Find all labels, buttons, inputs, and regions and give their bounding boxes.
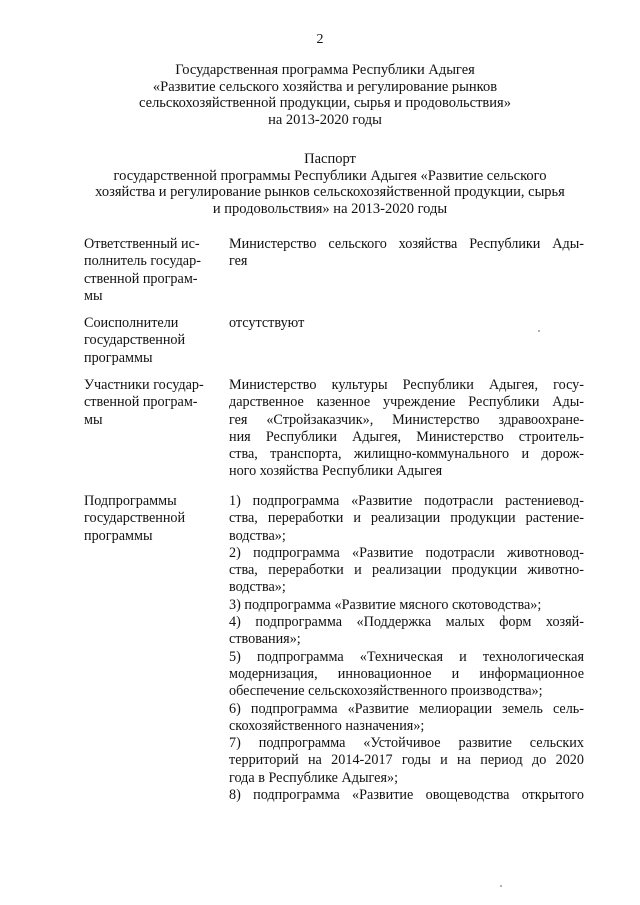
value-line: 5) подпрограмма «Техническая и технологическая [229,648,584,665]
value-line: 2) подпрограмма «Развитие подотрасли животновод- [229,544,584,561]
value-line: ния Республики Адыгея, Министерство строитель- [229,428,584,445]
value-line: ствования»; [229,631,301,648]
label-line: полнитель государ- [84,253,201,270]
value-line: Министерство сельского хозяйства Республики Ады- [229,236,584,252]
title-line: Государственная программа Республики Адыгея [175,62,475,78]
row-value [229,236,584,271]
row-label [84,236,220,305]
value-line: гея [229,253,248,270]
value-line: скохозяйственного назначения»; [229,717,425,734]
value-line: территорий на 2014-2017 годы и на период до 2020 [229,752,584,769]
value-line: ства, переработки и реализации продукции растение- [229,510,584,527]
title-line: «Развитие сельского хозяйства и регулирование рынков [152,78,498,95]
passport-subtitle-line: хозяйства и регулирование рынков сельскохозяйственной продукции, сырья [95,184,565,200]
scan-speck [500,885,502,887]
title-line: на 2013-2020 годы [268,111,382,128]
row-label [84,377,220,429]
program-title [60,62,590,128]
row-label [84,315,220,367]
label-line: государственной [84,332,186,349]
row-label [84,493,220,545]
passport-subtitle-line: государственной программы Республики Адыгея «Развитие сельского [113,167,547,184]
value-line: водства»; [229,527,286,544]
value-line: 6) подпрограмма «Развитие мелиорации земель сель- [229,700,584,717]
value-line: 7) подпрограмма «Устойчивое развитие сельских [229,735,584,752]
value-line: ства, переработки и реализации продукции животно- [229,562,584,579]
value-line: года в Республике Адыгея»; [229,769,399,786]
value-line: 3) подпрограмма «Развитие мясного скотоводства»; [229,596,542,613]
value-line: 4) подпрограмма «Поддержка малых форм хозяй- [229,614,584,631]
title-line: сельскохозяйственной продукции, сырья и продовольствия» [139,95,511,111]
label-line: Ответственный ис- [84,236,200,252]
value-line: гея «Стройзаказчик», Министерство здравоохране- [229,411,584,428]
value-line: водства»; [229,579,286,596]
label-line: программы [84,349,153,366]
scan-speck [538,330,540,332]
label-line: Подпрограммы [84,493,177,509]
row-value [229,493,584,804]
row-value [229,315,584,332]
passport-heading: Паспорт [304,151,356,167]
value-line: обеспечение сельскохозяйственного производства»; [229,683,543,700]
label-line: Участники государ- [84,377,204,393]
value-line: отсутствуют [229,315,305,331]
label-line: государственной [84,510,186,527]
value-line: дарственное казенное учреждение Республики Ады- [229,394,584,411]
label-line: программы [84,527,153,544]
page-number: 2 [316,32,324,47]
label-line: Соисполнители [84,315,179,331]
row-value [229,377,584,481]
label-line: ственной програм- [84,270,198,287]
label-line: мы [84,411,103,428]
value-line: модернизация, инновационное и информационное [229,665,584,682]
passport-subtitle-line: и продовольствия» на 2013-2020 годы [212,200,448,217]
label-line: мы [84,287,103,304]
value-line: 8) подпрограмма «Развитие овощеводства открытого [229,787,584,804]
passport-heading-block [70,151,590,217]
value-line: Министерство культуры Республики Адыгея, госу- [229,377,584,393]
value-line: 1) подпрограмма «Развитие подотрасли растениевод- [229,493,584,509]
value-line: ного хозяйства Республики Адыгея [229,463,443,480]
value-line: ства, транспорта, жилищно-коммунального и дорож- [229,446,584,463]
label-line: ственной програм- [84,394,198,411]
